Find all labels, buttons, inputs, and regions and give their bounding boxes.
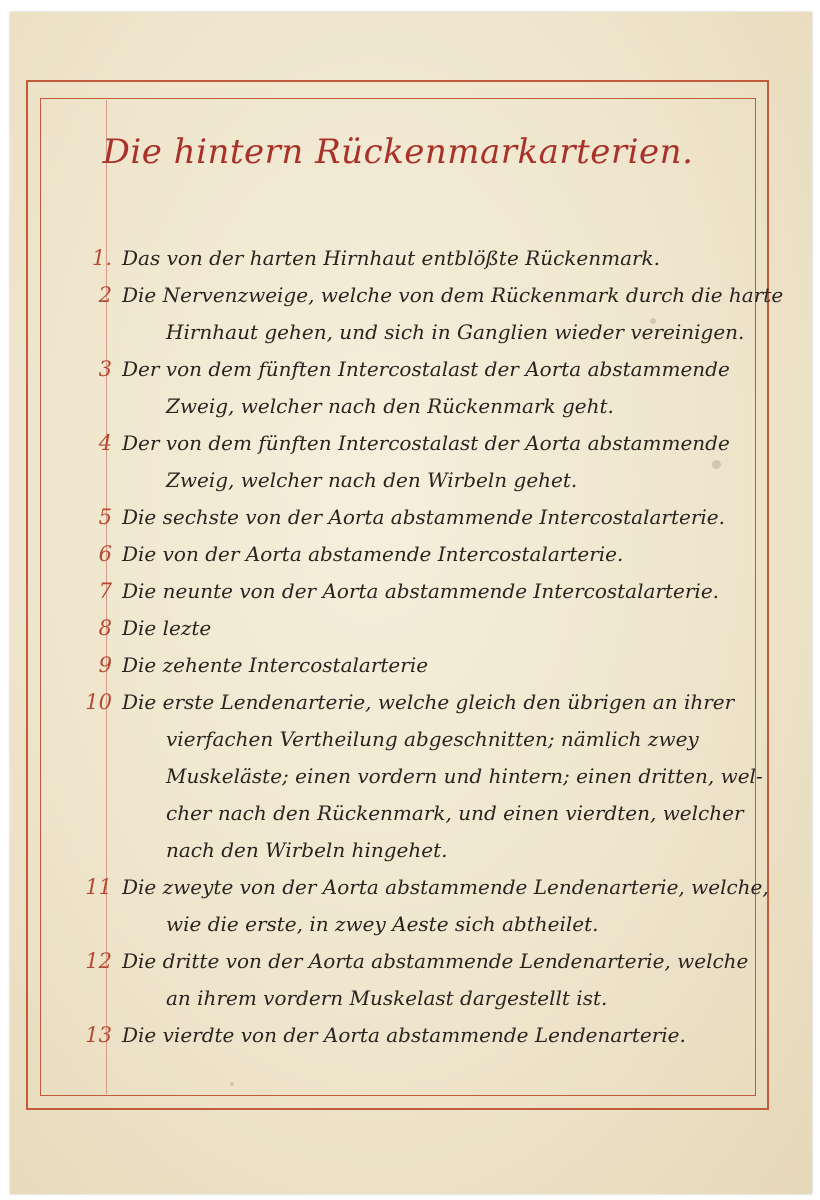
- item-number: 4: [98, 431, 112, 455]
- item-number: 10: [85, 690, 112, 714]
- item-text-line: vierfachen Vertheilung abgeschnitten; nämlich zwey: [166, 727, 699, 751]
- item-text-line: Der von dem fünften Intercostalast der Aorta abstammende: [122, 431, 730, 455]
- item-text-line: Die dritte von der Aorta abstammende Lendenarterie, welche: [122, 949, 749, 973]
- page-title: Die hintern Rückenmarkarterien.: [102, 132, 694, 172]
- item-text-line: wie die erste, in zwey Aeste sich abtheilet.: [166, 912, 599, 936]
- item-number: 11: [85, 875, 112, 899]
- item-number: 1.: [91, 246, 112, 270]
- item-text-line: Die sechste von der Aorta abstammende Intercostalarterie.: [122, 505, 725, 529]
- item-text-line: Muskeläste; einen vordern und hintern; einen dritten, wel-: [166, 764, 763, 788]
- item-text-line: cher nach den Rückenmark, und einen vierdten, welcher: [166, 801, 744, 825]
- item-text-line: Hirnhaut gehen, und sich in Ganglien wieder vereinigen.: [166, 320, 745, 344]
- item-text-line: Die von der Aorta abstamende Intercostalarterie.: [122, 542, 624, 566]
- item-text-line: Die erste Lendenarterie, welche gleich den übrigen an ihrer: [122, 690, 735, 714]
- item-number: 6: [98, 542, 112, 566]
- item-text-line: Die lezte: [122, 616, 212, 640]
- item-text-line: Der von dem fünften Intercostalast der Aorta abstammende: [122, 357, 730, 381]
- item-number: 2: [98, 283, 112, 307]
- item-number: 3: [98, 357, 112, 381]
- item-number: 9: [98, 653, 112, 677]
- item-number: 12: [85, 949, 112, 973]
- item-text-line: Die zweyte von der Aorta abstammende Lendenarterie, welche,: [122, 875, 769, 899]
- item-text-line: an ihrem vordern Muskelast dargestellt ist.: [166, 986, 608, 1010]
- item-text-line: Zweig, welcher nach den Wirbeln gehet.: [166, 468, 578, 492]
- item-text-line: Das von der harten Hirnhaut entblößte Rückenmark.: [122, 246, 661, 270]
- item-text-line: nach den Wirbeln hingehet.: [166, 838, 448, 862]
- item-text-line: Die Nervenzweige, welche von dem Rückenmark durch die harte: [122, 283, 784, 307]
- item-text-line: Die vierdte von der Aorta abstammende Lendenarterie.: [122, 1023, 686, 1047]
- item-number: 5: [98, 505, 112, 529]
- item-text-line: Zweig, welcher nach den Rückenmark geht.: [166, 394, 614, 418]
- item-number: 8: [98, 616, 112, 640]
- item-text-line: Die zehente Intercostalarterie: [122, 653, 429, 677]
- item-number: 13: [85, 1023, 112, 1047]
- item-number: 7: [98, 579, 112, 603]
- item-text-line: Die neunte von der Aorta abstammende Intercostalarterie.: [122, 579, 720, 603]
